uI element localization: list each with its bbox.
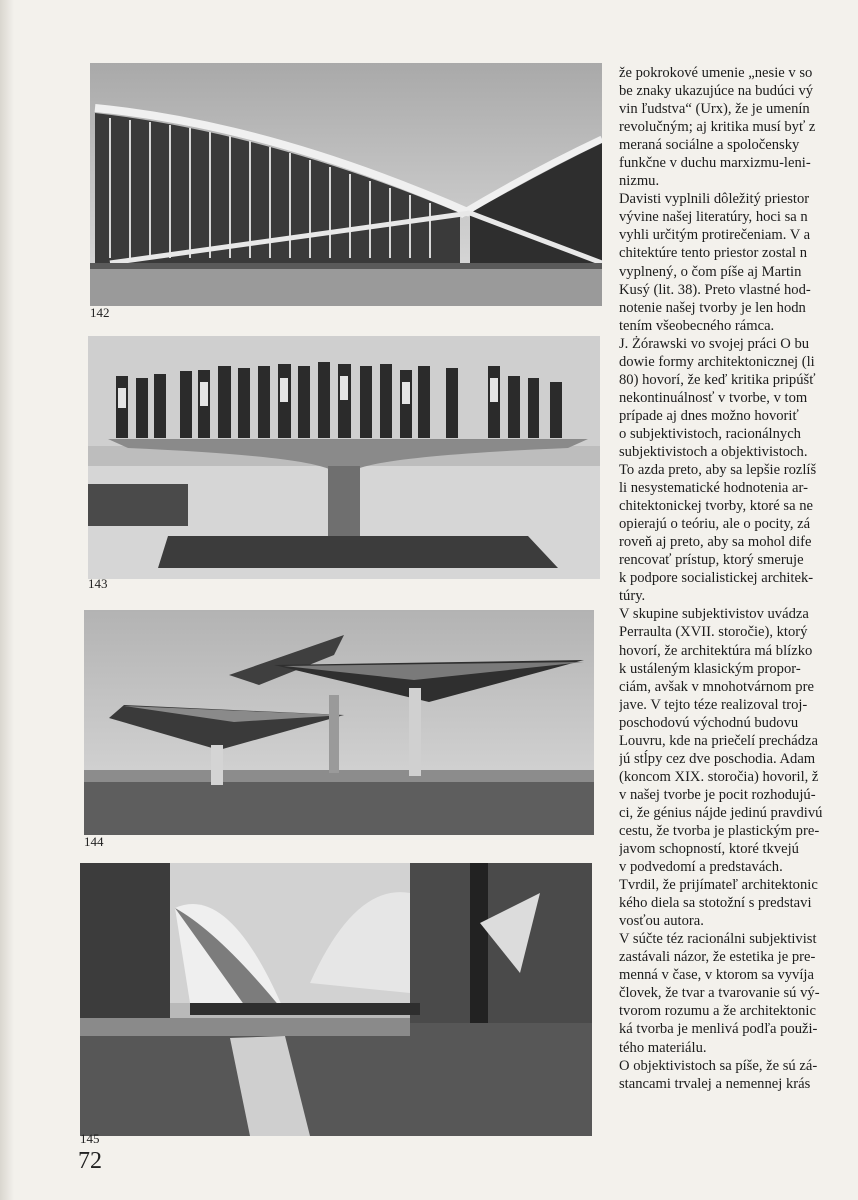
text-line: k ustáleným klasickým propor-	[619, 660, 801, 677]
text-line: v podvedomí a predstavách.	[619, 859, 783, 876]
figure-145-photo	[80, 863, 592, 1136]
text-line: J. Żórawski vo svojej práci O bu	[619, 335, 810, 352]
text-line: o subjektivistoch, racionálnych	[619, 425, 801, 442]
page-number: 72	[78, 1148, 102, 1174]
text-line: kého diela sa stotožní s predstavi	[619, 895, 812, 912]
text-line: zastávali názor, že estetika je pre-	[619, 949, 816, 966]
text-line: roveň aj preto, aby sa mohol dife	[619, 534, 812, 551]
figure-144-label: 144	[84, 834, 104, 849]
text-line: vin ľudstva“ (Urx), že je umenín	[619, 101, 810, 118]
text-line: ci, že génius nájde jedinú pravdivú	[619, 804, 823, 821]
text-line: nizmu.	[619, 173, 660, 190]
text-line: revolučným; aj kritika musí byť z	[619, 119, 816, 136]
text-line: subjektivistoch a objektivistoch.	[619, 443, 808, 460]
text-line: stancami trvalej a nemennej krás	[619, 1075, 811, 1092]
figure-144-photo	[84, 610, 594, 835]
figure-142-photo	[90, 63, 602, 306]
text-line: ciám, avšak v mnohotvárnom pre	[619, 678, 814, 695]
text-line: O objektivistoch sa píše, že sú zá-	[619, 1057, 818, 1074]
text-line: (koncom XIX. storočia) hovoril, ž	[619, 768, 819, 785]
figure-143-photo	[88, 336, 600, 579]
text-line: li nesystematické hodnotenia ar-	[619, 480, 808, 497]
text-line: hovorí, že architektúra má blízko	[619, 642, 813, 659]
text-line: meraná sociálne a spoločensky	[619, 137, 800, 154]
text-line: rencovať prístup, ktorý smeruje	[619, 552, 804, 569]
text-line: tením všeobecného rámca.	[619, 317, 775, 334]
text-line: To azda preto, aby sa lepšie rozlíš	[619, 462, 817, 479]
text-line: ká tvorba je menlivá podľa použi-	[619, 1021, 818, 1038]
text-line: tvorom rozumu a že architektonic	[619, 1003, 816, 1020]
text-line: Perraulta (XVII. storočie), ktorý	[619, 624, 808, 641]
text-line: chitektonickej tvorby, ktoré sa ne	[619, 498, 813, 515]
text-line: menná v čase, v ktorom sa vyvíja	[619, 967, 814, 984]
text-line: 80) hovorí, že keď kritika pripúšť	[619, 371, 816, 388]
page-edge-shadow	[0, 0, 14, 1200]
text-line: V skupine subjektivistov uvádza	[619, 606, 809, 623]
text-line: prípade aj dnes možno hovoriť	[619, 407, 799, 424]
text-line: nekontinuálnosť v tvorbe, v tom	[619, 389, 808, 406]
figure-145-label: 145	[80, 1131, 100, 1146]
text-line: dowie formy architektonicznej (li	[619, 353, 815, 370]
text-line: javom schopností, ktoré tkvejú	[619, 841, 799, 858]
text-line: Kusý (lit. 38). Preto vlastné hod-	[619, 281, 811, 298]
text-line: k podpore socialistickej architek-	[619, 570, 814, 587]
text-line: Tvrdil, že prijímateľ architektonic	[619, 877, 818, 894]
text-line: Davisti vyplnili dôležitý priestor	[619, 191, 810, 208]
text-line: jú stĺpy cez dve poschodia. Adam	[619, 750, 816, 767]
text-line: notenie našej tvorby je len hodn	[619, 299, 806, 316]
text-line: tého materiálu.	[619, 1039, 707, 1056]
text-line: vosťou autora.	[619, 913, 704, 930]
text-line: cestu, že tvorba je plastickým pre-	[619, 822, 820, 839]
text-line: V súčte téz racionálni subjektivist	[619, 931, 817, 948]
text-line: človek, že tvar a tvarovanie sú vý-	[619, 985, 820, 1002]
text-line: vývine našej literatúry, hoci sa n	[619, 209, 808, 226]
text-line: chitektúre tento priestor zostal n	[619, 245, 808, 262]
text-line: v našej tvorbe je pocit rozhodujú-	[619, 786, 816, 803]
text-line: Louvru, kde na priečelí prechádza	[619, 732, 818, 749]
text-line: be znaky ukazujúce na budúci vý	[619, 83, 814, 100]
text-line: funkčne v duchu marxizmu-leni-	[619, 155, 811, 172]
text-line: vyhli určitým protirečeniam. V a	[619, 227, 811, 244]
text-line: vyplnený, o čom píše aj Martin	[619, 263, 802, 280]
text-line: poschodovú východnú budovu	[619, 714, 799, 731]
text-line: opierajú o teóriu, ale o pocity, zá	[619, 516, 811, 533]
figure-143-label: 143	[88, 576, 108, 591]
text-line: že pokrokové umenie „nesie v so	[619, 65, 813, 81]
text-line: jave. V tejto téze realizoval troj-	[619, 696, 808, 713]
figure-142-label: 142	[90, 305, 110, 320]
text-line: túry.	[619, 588, 646, 605]
body-text-column	[619, 64, 858, 1154]
